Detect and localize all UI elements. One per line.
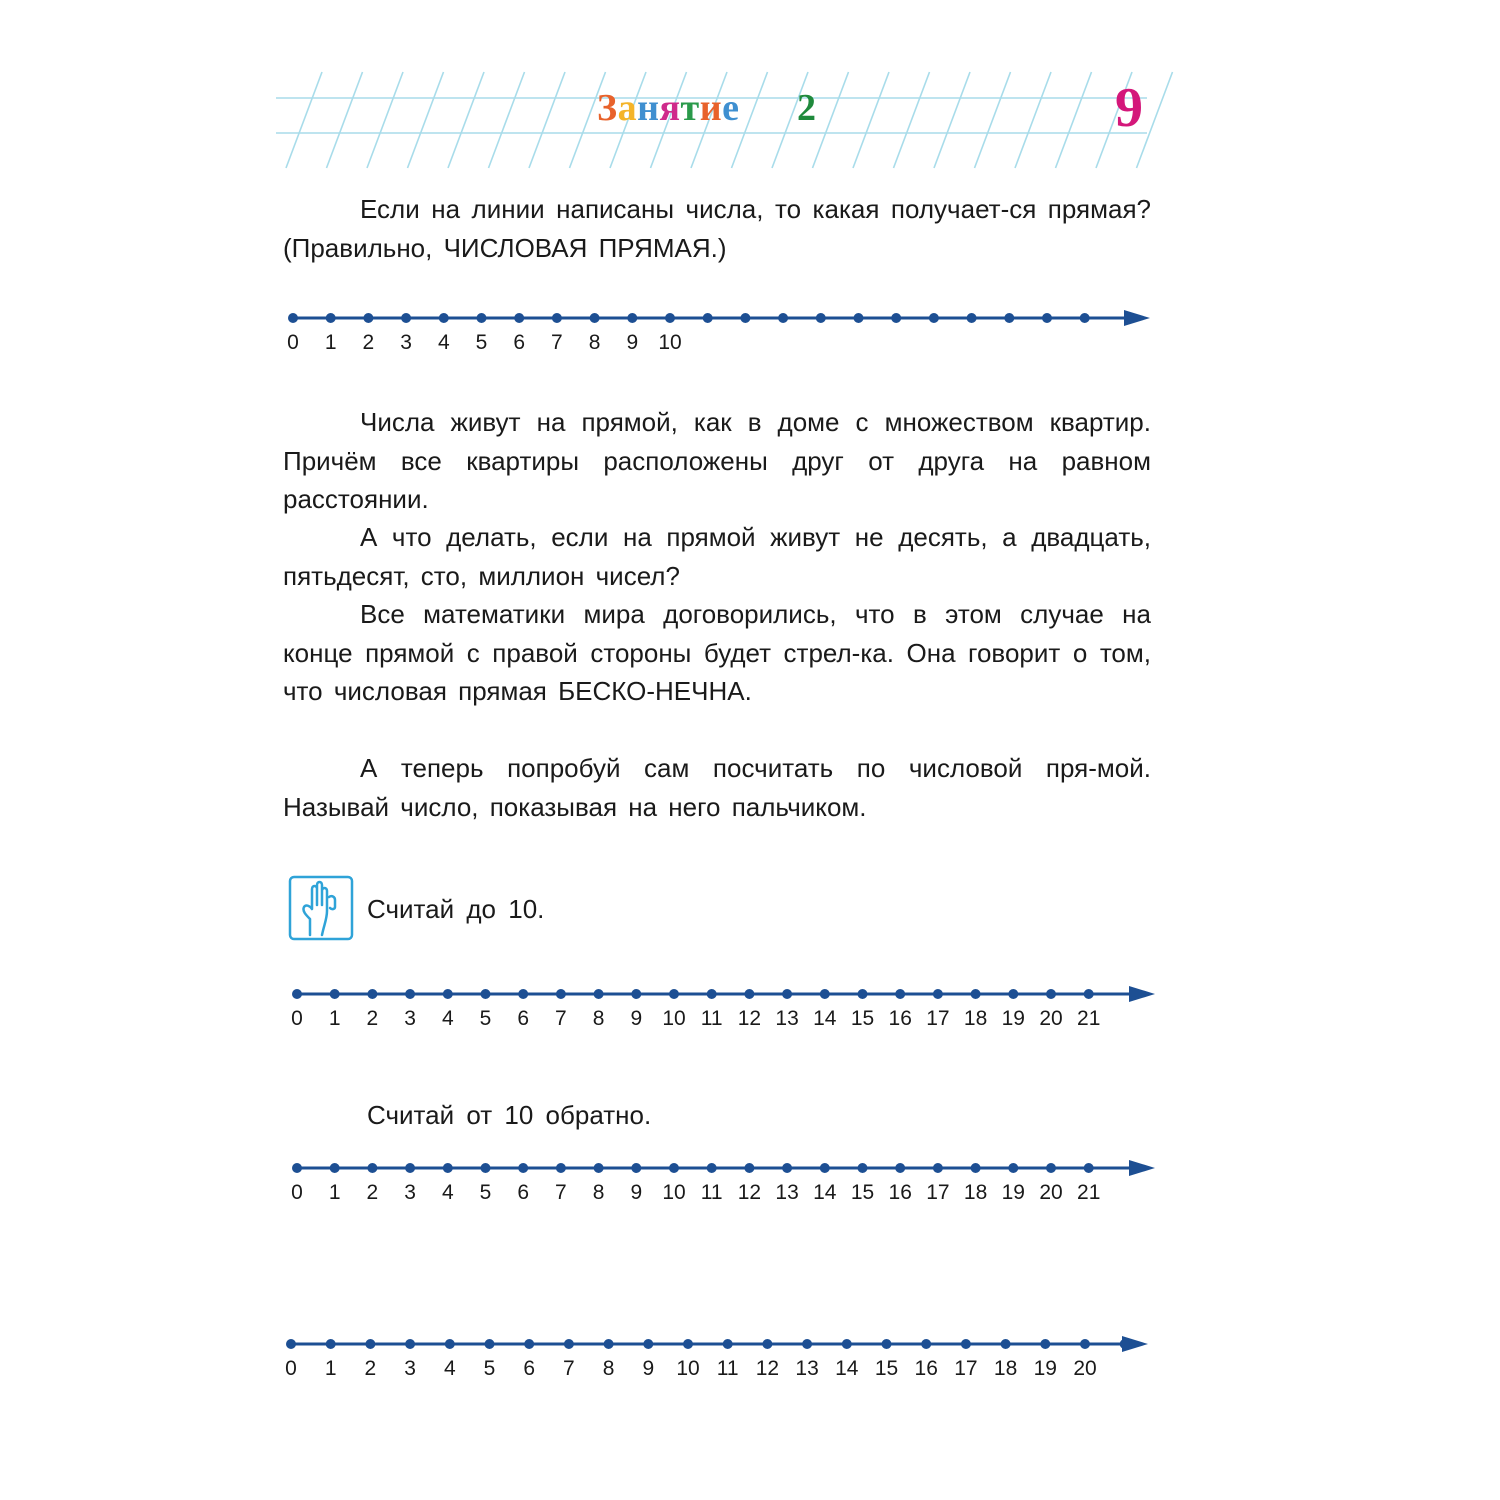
number-line-point[interactable] <box>330 989 340 999</box>
number-line-label: 14 <box>813 1181 837 1204</box>
number-line-point[interactable] <box>286 1339 296 1349</box>
number-line-label: 5 <box>475 331 488 354</box>
number-line-point[interactable] <box>1084 989 1094 999</box>
number-line-point[interactable] <box>326 1339 336 1349</box>
number-line-point[interactable] <box>367 989 377 999</box>
number-line-point[interactable] <box>882 1339 892 1349</box>
number-line-label: 4 <box>441 1007 454 1030</box>
number-line-point[interactable] <box>1008 1163 1018 1173</box>
number-line-label: 21 <box>1077 1181 1101 1204</box>
number-line-label: 11 <box>700 1007 723 1030</box>
task-count-back-from-10: Считай от 10 обратно. <box>367 1100 652 1130</box>
number-line-point[interactable] <box>405 989 415 999</box>
number-line-point[interactable] <box>740 313 750 323</box>
number-line-point[interactable] <box>1004 313 1014 323</box>
number-line-label: 13 <box>795 1357 819 1380</box>
number-line-label: 10 <box>676 1357 700 1380</box>
number-line-point[interactable] <box>802 1339 812 1349</box>
paragraph-intro-text: Если на линии написаны числа, то какая получает-ся прямая? (Правильно, ЧИСЛОВАЯ ПРЯМАЯ.) <box>283 194 1151 263</box>
number-line-point[interactable] <box>627 313 637 323</box>
number-line-point[interactable] <box>921 1339 931 1349</box>
number-line-point[interactable] <box>816 313 826 323</box>
number-line-label: 14 <box>813 1007 837 1030</box>
number-line-label: 7 <box>563 1357 575 1380</box>
number-line-label: 0 <box>291 1007 303 1030</box>
number-line-label: 17 <box>954 1357 978 1380</box>
paragraph-question-text: А что делать, если на прямой живут не десять, а двадцать, пятьдесят, сто, миллион чисел? <box>283 522 1151 591</box>
number-line-label: 11 <box>700 1181 723 1204</box>
number-line-label: 18 <box>963 1007 988 1030</box>
number-line-label: 17 <box>926 1181 950 1204</box>
title-letter: т <box>680 87 700 129</box>
number-line-point[interactable] <box>439 313 449 323</box>
number-line-point[interactable] <box>518 1163 528 1173</box>
paragraph-numbers-live-text: Числа живут на прямой, как в доме с множеством квартир. Причём все квартиры расположены друг от друга на равном расстоянии. <box>283 407 1151 514</box>
number-line-label: 13 <box>775 1181 799 1204</box>
number-line-label: 18 <box>993 1357 1018 1380</box>
number-line-label: 1 <box>328 1007 341 1030</box>
number-line-label: 0 <box>287 331 299 354</box>
number-line-point[interactable] <box>401 313 411 323</box>
number-line-point[interactable] <box>1042 313 1052 323</box>
number-line-label: 16 <box>888 1181 912 1204</box>
number-line-point[interactable] <box>552 313 562 323</box>
number-line-point[interactable] <box>891 313 901 323</box>
number-line-label: 21 <box>1077 1007 1101 1030</box>
number-line-point[interactable] <box>971 989 981 999</box>
number-line-label: 8 <box>592 1181 605 1204</box>
title-letter: е <box>722 87 740 129</box>
number-line-point[interactable] <box>1084 1163 1094 1173</box>
title-letter: н <box>637 87 660 129</box>
title-letter: и <box>699 87 723 129</box>
number-line-label: 0 <box>291 1181 303 1204</box>
number-line-label: 9 <box>630 1007 643 1030</box>
number-line-point[interactable] <box>481 989 491 999</box>
number-line-label: 1 <box>324 1357 337 1380</box>
number-line-point[interactable] <box>820 989 830 999</box>
number-line-label: 3 <box>404 1357 416 1380</box>
number-line-point[interactable] <box>363 313 373 323</box>
number-line-point[interactable] <box>933 989 943 999</box>
number-line-label: 6 <box>523 1357 536 1380</box>
number-line-point[interactable] <box>594 1163 604 1173</box>
number-line-point[interactable] <box>782 1163 792 1173</box>
number-line-label: 14 <box>835 1357 859 1380</box>
number-line-point[interactable] <box>744 989 754 999</box>
number-line-point[interactable] <box>556 989 566 999</box>
number-line-point[interactable] <box>564 1339 574 1349</box>
number-line-label: 20 <box>1039 1007 1063 1030</box>
number-line-label: 19 <box>1033 1357 1057 1380</box>
number-line-point[interactable] <box>288 313 298 323</box>
number-line-label: 4 <box>441 1181 454 1204</box>
number-line-point[interactable] <box>1080 1339 1090 1349</box>
number-line-point[interactable] <box>669 1163 679 1173</box>
number-line-point[interactable] <box>858 1163 868 1173</box>
number-line-point[interactable] <box>443 989 453 999</box>
number-line-point[interactable] <box>782 989 792 999</box>
number-line-point[interactable] <box>514 313 524 323</box>
number-line-point[interactable] <box>443 1163 453 1173</box>
number-line-label: 4 <box>443 1357 456 1380</box>
number-line-label: 16 <box>888 1007 912 1030</box>
number-line-point[interactable] <box>1040 1339 1050 1349</box>
number-line-point[interactable] <box>524 1339 534 1349</box>
number-line-point[interactable] <box>477 313 487 323</box>
number-line-label: 8 <box>588 331 601 354</box>
number-line-point[interactable] <box>643 1339 653 1349</box>
number-line-point[interactable] <box>1080 313 1090 323</box>
number-line-label: 3 <box>404 1181 416 1204</box>
number-line-label: 4 <box>437 331 450 354</box>
number-line-point[interactable] <box>665 313 675 323</box>
number-line-label: 5 <box>483 1357 496 1380</box>
number-line-point[interactable] <box>556 1163 566 1173</box>
number-line-label: 5 <box>479 1007 492 1030</box>
number-line-label: 11 <box>716 1357 739 1380</box>
number-line-point[interactable] <box>707 1163 717 1173</box>
number-line-label: 9 <box>626 331 639 354</box>
number-line-point[interactable] <box>590 313 600 323</box>
number-line-arrow <box>1129 986 1155 1002</box>
number-line-label: 12 <box>755 1357 780 1380</box>
number-line-point[interactable] <box>365 1339 375 1349</box>
number-line-point[interactable] <box>445 1339 455 1349</box>
page-number: 9 <box>1115 77 1143 139</box>
number-line-label: 2 <box>364 1357 377 1380</box>
title-letter: З <box>597 87 618 129</box>
number-line-label: 1 <box>328 1181 341 1204</box>
number-line-label: 6 <box>513 331 526 354</box>
number-line-point[interactable] <box>895 1163 905 1173</box>
number-line-point[interactable] <box>933 1163 943 1173</box>
number-line-point[interactable] <box>762 1339 772 1349</box>
number-line-label: 17 <box>926 1007 950 1030</box>
number-line-point[interactable] <box>485 1339 495 1349</box>
number-line-label: 8 <box>592 1007 605 1030</box>
number-line-point[interactable] <box>854 313 864 323</box>
number-line-label: 12 <box>737 1181 762 1204</box>
number-line-label: 19 <box>1001 1007 1025 1030</box>
number-line-point[interactable] <box>744 1163 754 1173</box>
number-line-point[interactable] <box>1120 1339 1130 1349</box>
number-line-label: 9 <box>642 1357 655 1380</box>
number-line-point[interactable] <box>858 989 868 999</box>
number-line-label: 18 <box>963 1181 988 1204</box>
task-count-to-10: Считай до 10. <box>367 894 545 924</box>
number-line-label: 2 <box>362 331 375 354</box>
number-line-point[interactable] <box>683 1339 693 1349</box>
number-line-point[interactable] <box>594 989 604 999</box>
number-line-point[interactable] <box>367 1163 377 1173</box>
lesson-number: 2 <box>797 87 816 129</box>
number-line-point[interactable] <box>326 313 336 323</box>
number-line-point[interactable] <box>842 1339 852 1349</box>
number-line-label: 12 <box>737 1007 762 1030</box>
number-line-label: 19 <box>1001 1181 1025 1204</box>
number-line-label: 20 <box>1039 1181 1063 1204</box>
number-line-point[interactable] <box>971 1163 981 1173</box>
number-line-point[interactable] <box>707 989 717 999</box>
number-line-label: 6 <box>517 1007 530 1030</box>
number-line-point[interactable] <box>481 1163 491 1173</box>
number-line-label: 6 <box>517 1181 530 1204</box>
number-line-point[interactable] <box>604 1339 614 1349</box>
number-line-arrow <box>1129 1160 1155 1176</box>
number-line-label: 20 <box>1073 1357 1097 1380</box>
number-line-label: 1 <box>324 331 337 354</box>
number-line-point[interactable] <box>820 1163 830 1173</box>
number-line-label: 16 <box>914 1357 938 1380</box>
number-line-point[interactable] <box>967 313 977 323</box>
number-line-label: 10 <box>658 331 682 354</box>
number-line-label: 15 <box>850 1007 875 1030</box>
number-line-label: 15 <box>850 1181 875 1204</box>
number-line-point[interactable] <box>895 989 905 999</box>
number-line-point[interactable] <box>631 989 641 999</box>
number-line-point[interactable] <box>292 989 302 999</box>
paragraph-infinite-text: Все математики мира договорились, что в этом случае на конце прямой с правой стороны будет стрел-ка. Она говорит о том, что числовая прямая БЕСКО-НЕЧНА. <box>283 599 1151 706</box>
number-line-point[interactable] <box>929 313 939 323</box>
number-line-label: 3 <box>400 331 412 354</box>
number-line-label: 3 <box>404 1007 416 1030</box>
number-line-point[interactable] <box>961 1339 971 1349</box>
number-line-point[interactable] <box>1046 1163 1056 1173</box>
number-line-point[interactable] <box>703 313 713 323</box>
number-line-label: 7 <box>555 1181 567 1204</box>
number-line-point[interactable] <box>669 989 679 999</box>
number-line-label: 0 <box>285 1357 297 1380</box>
title-letter: я <box>659 87 681 129</box>
number-line-point[interactable] <box>1046 989 1056 999</box>
number-line-point[interactable] <box>631 1163 641 1173</box>
number-line-point[interactable] <box>1001 1339 1011 1349</box>
number-line-point[interactable] <box>518 989 528 999</box>
number-line-point[interactable] <box>778 313 788 323</box>
number-line-point[interactable] <box>723 1339 733 1349</box>
number-line-arrow <box>1124 310 1150 326</box>
title-letter: а <box>617 87 638 129</box>
number-line-point[interactable] <box>405 1163 415 1173</box>
number-line-label: 2 <box>366 1181 379 1204</box>
number-line-label: 7 <box>551 331 563 354</box>
number-line-label: 9 <box>630 1181 643 1204</box>
number-line-point[interactable] <box>405 1339 415 1349</box>
number-line-label: 8 <box>602 1357 615 1380</box>
number-line-label: 7 <box>555 1007 567 1030</box>
number-line-point[interactable] <box>292 1163 302 1173</box>
number-line-point[interactable] <box>330 1163 340 1173</box>
number-line-label: 10 <box>662 1181 686 1204</box>
number-line-label: 10 <box>662 1007 686 1030</box>
paragraph-try-yourself-text: А теперь попробуй сам посчитать по числовой пря-мой. Называй число, показывая на него пальчиком. <box>283 753 1151 822</box>
number-line-label: 2 <box>366 1007 379 1030</box>
number-line-label: 15 <box>874 1357 899 1380</box>
number-line-point[interactable] <box>1008 989 1018 999</box>
number-line-label: 5 <box>479 1181 492 1204</box>
number-line-label: 13 <box>775 1007 799 1030</box>
